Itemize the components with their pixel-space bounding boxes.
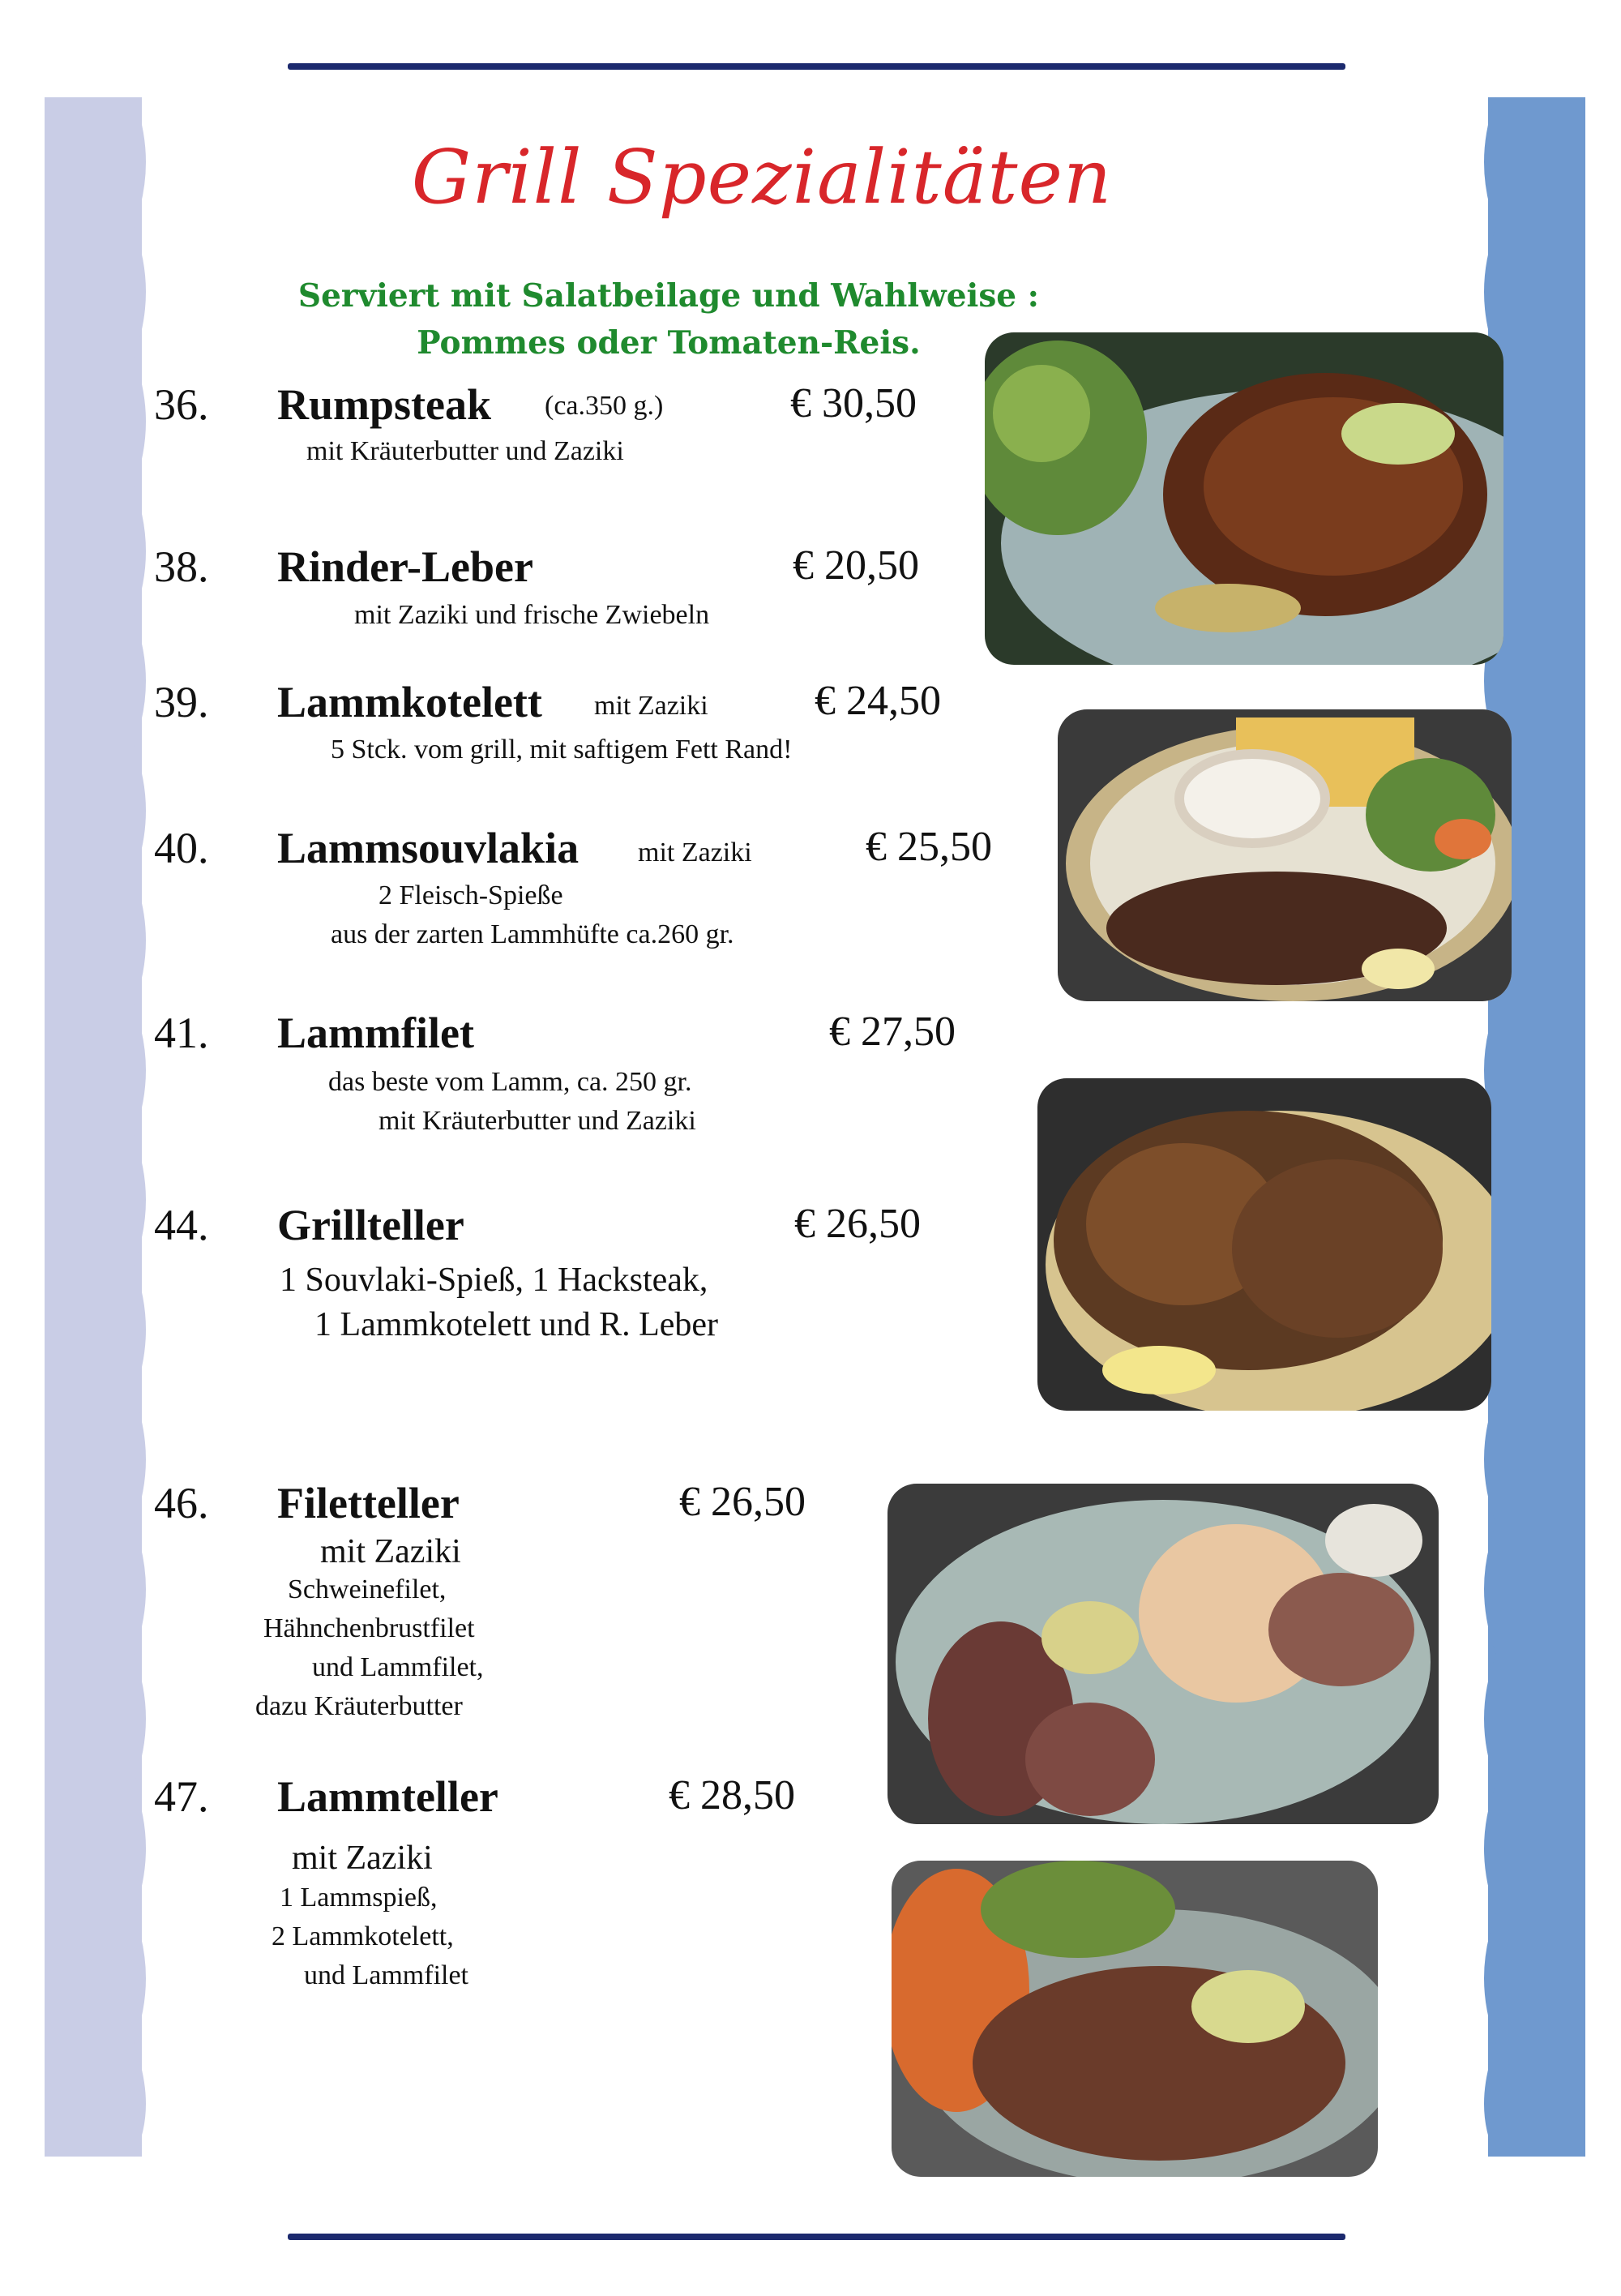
item-price: € 28,50: [669, 1772, 795, 1818]
top-divider: [288, 63, 1345, 70]
item-portion: (ca.350 g.): [545, 391, 664, 421]
item-description: mit Kräuterbutter und Zaziki: [306, 436, 624, 466]
item-description: aus der zarten Lammhüfte ca.260 gr.: [331, 919, 734, 949]
item-name: Grillteller: [277, 1201, 464, 1249]
lammteller-photo: [892, 1861, 1378, 2177]
item-description: 2 Fleisch-Spieße: [379, 880, 563, 910]
item-extra: mit Zaziki: [638, 837, 752, 867]
item-description: das beste vom Lamm, ca. 250 gr.: [328, 1067, 692, 1097]
item-name: Rinder-Leber: [277, 542, 533, 591]
subtitle-line-1: Serviert mit Salatbeilage und Wahlweise :: [297, 277, 1040, 315]
left-decorative-band: [45, 97, 142, 2157]
item-price: € 20,50: [793, 542, 919, 589]
subtitle: [243, 272, 1094, 366]
filetteller-photo: [887, 1484, 1439, 1824]
item-description: 1 Lammkotelett und R. Leber: [314, 1306, 719, 1343]
item-name: Rumpsteak: [277, 380, 492, 429]
item-description: und Lammfilet,: [312, 1652, 484, 1682]
item-price: € 26,50: [679, 1479, 806, 1525]
item-description: und Lammfilet: [304, 1960, 469, 1990]
item-description: 2 Lammkotelett,: [272, 1921, 454, 1951]
item-price: € 26,50: [794, 1201, 921, 1247]
item-price: € 24,50: [815, 678, 941, 724]
item-price: € 30,50: [790, 380, 917, 426]
rumpsteak-photo: [985, 332, 1503, 665]
subtitle-line-2: Pommes oder Tomaten-Reis.: [417, 324, 921, 362]
item-name: Lammteller: [277, 1772, 498, 1821]
item-name: Lammfilet: [277, 1009, 474, 1057]
item-number: 38.: [154, 542, 209, 591]
item-name: Filetteller: [277, 1479, 460, 1527]
item-description: 1 Souvlaki-Spieß, 1 Hacksteak,: [280, 1262, 708, 1299]
item-description: dazu Kräuterbutter: [255, 1691, 463, 1721]
lammsouvlakia-photo: [1058, 709, 1512, 1001]
bottom-divider: [288, 2234, 1345, 2240]
item-description: 1 Lammspieß,: [280, 1883, 438, 1913]
item-number: 36.: [154, 380, 209, 429]
item-number: 44.: [154, 1201, 209, 1249]
item-name: Lammkotelett: [277, 678, 542, 726]
item-number: 41.: [154, 1009, 209, 1057]
item-extra: mit Zaziki: [594, 691, 708, 721]
item-number: 40.: [154, 824, 209, 872]
page-title: Grill Spezialitäten: [411, 134, 1113, 221]
grillteller-photo: [1037, 1078, 1491, 1411]
item-description: mit Zaziki und frische Zwiebeln: [354, 600, 710, 630]
item-number: 39.: [154, 678, 209, 726]
item-number: 46.: [154, 1479, 209, 1527]
item-price: € 25,50: [866, 824, 992, 870]
item-description: mit Zaziki: [320, 1533, 461, 1570]
item-name: Lammsouvlakia: [277, 824, 580, 872]
item-description: 5 Stck. vom grill, mit saftigem Fett Rand!: [331, 735, 793, 765]
item-description: mit Kräuterbutter und Zaziki: [379, 1106, 696, 1136]
item-description: Hähnchenbrustfilet: [263, 1613, 475, 1643]
item-description: mit Zaziki: [292, 1840, 433, 1877]
item-price: € 27,50: [829, 1009, 956, 1055]
item-description: Schweinefilet,: [288, 1574, 447, 1604]
item-number: 47.: [154, 1772, 209, 1821]
